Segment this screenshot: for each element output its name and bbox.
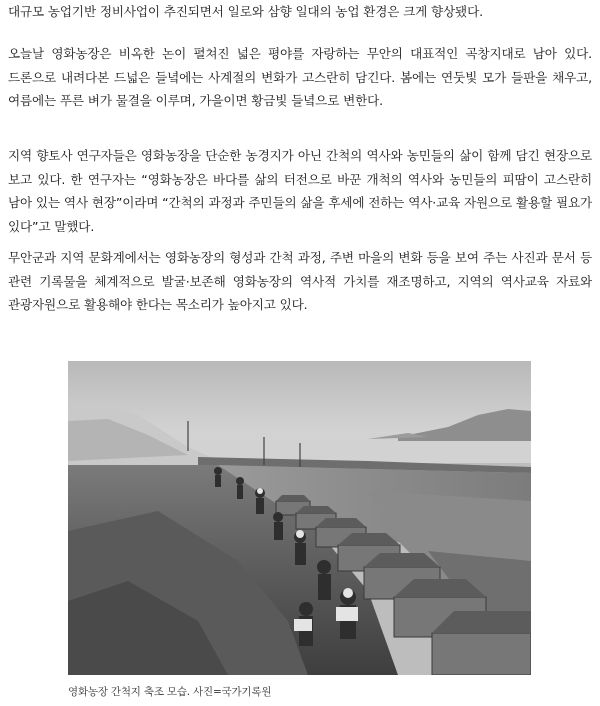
paragraph-2: 오늘날 영화농장은 비옥한 논이 펼쳐진 넓은 평야를 자랑하는 무안의 대표적인 곡창지대로 남아 있다. 드론으로 내려다본 드넓은 들녘에는 사계절의 변화가 고스란히 담긴다. 봄에는 연둣빛 모가 들판을 채우고, 여름에는 푸른 벼가 물결을 이루며, 가을이면 황금빛 들녘으로 변한다. — [8, 46, 592, 109]
historical-photo — [68, 361, 531, 675]
reclamation-construction-illustration — [68, 361, 531, 675]
paragraph-1: 대규모 농업기반 정비사업이 추진되면서 일로와 삼향 일대의 농업 환경은 크게 향상됐다. — [8, 4, 483, 19]
paragraph-3: 지역 향토사 연구자들은 영화농장을 단순한 농경지가 아닌 간척의 역사와 농민들의 삶이 함께 담긴 현장으로 보고 있다. 한 연구자는 “영화농장은 바다를 삶의 터전으로 바꾼 개척의 역사와 농민들의 피땀이 고스란히 남아 있는 역사 현장”이라며 “간척의 과정과 주민들의 삶을 후세에 전하는 역사·교육 자원으로 활용할 필요가 있다”고 말했다. — [8, 148, 592, 234]
paragraph-4: 무안군과 지역 문화계에서는 영화농장의 형성과 간척 과정, 주변 마을의 변화 등을 보여 주는 사진과 문서 등 관련 기록물을 체계적으로 발굴·보존해 영화농장의 역사적 가치를 재조명하고, 지역의 역사교육 자료와 관광자원으로 활용해야 한다는 목소리가 높아지고 있다. — [8, 250, 592, 313]
photo-caption: 영화농장 간척지 축조 모습. 사진=국가기록원 — [68, 686, 272, 698]
